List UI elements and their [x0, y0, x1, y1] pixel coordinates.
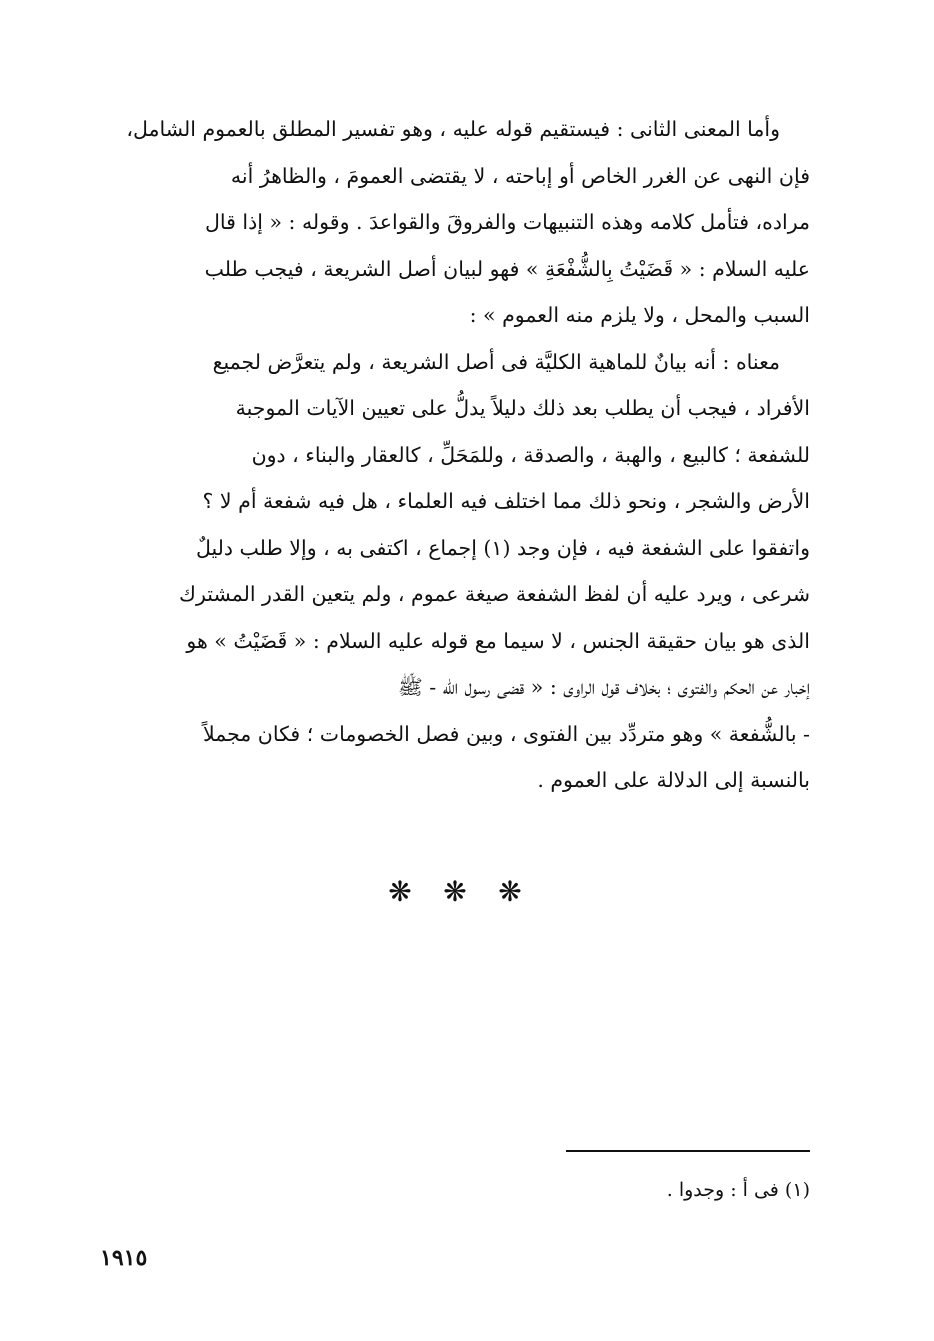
paragraph-line: وأما المعنى الثانى : فيستقيم قوله عليه ، وهو تفسير المطلق بالعموم الشامل، [126, 117, 780, 141]
page-number: ١٩١٥ [100, 1245, 148, 1271]
asterism-star-icon: ❋ [443, 875, 467, 908]
paragraph-line: بالنسبة إلى الدلالة على العموم . [537, 768, 810, 792]
paragraph-line: عليه السلام : « قَضَيْتُ بِالشُّفْعَةِ » فهو لبيان أصل الشريعة ، فيجب طلب [204, 256, 810, 281]
paragraph-line: شرعى ، ويرد عليه أن لفظ الشفعة صيغة عموم ، ولم يتعين القدر المشترك [179, 582, 810, 606]
paragraph-line: معناه : أنه بيانٌ للماهية الكليَّة فى أصل الشريعة ، ولم يتعرَّض لجميع [212, 349, 780, 374]
paragraph-line: للشفعة ؛ كالبيع ، والهبة ، والصدقة ، وللمَحَلِّ ، كالعقار والبناء ، دون [251, 442, 810, 467]
paragraph-line: فإن النهى عن الغرر الخاص أو إباحته ، لا يقتضى العمومَ ، والظاهرُ أنه [230, 163, 810, 188]
paragraph-line: واتفقوا على الشفعة فيه ، فإن وجد (١) إجماع ، اكتفى به ، وإلا طلب دليلٌ [195, 535, 810, 560]
paragraph-1 [100, 106, 810, 339]
paragraph-line: الذى هو بيان حقيقة الجنس ، لا سيما مع قوله عليه السلام : « قَضَيْتُ » هو [186, 628, 810, 653]
paragraph-line: إخبار عن الحكم والفتوى ؛ بخلاف قول الراوى : « قضى رسول الله - ﷺ [397, 675, 810, 699]
footnote: (١) فى أ : وجدوا . [666, 1179, 810, 1201]
paragraph-line: مراده، فتأمل كلامه وهذه التنبيهات والفروقَ والقواعدَ . وقوله : « إذا قال [204, 210, 810, 234]
paragraph-2 [100, 339, 810, 804]
footnote-divider [566, 1150, 810, 1152]
paragraph-line: الأفراد ، فيجب أن يطلب بعد ذلك دليلاً يدلُّ على تعيين الآيات الموجبة [235, 396, 810, 420]
paragraph-line: الأرض والشجر ، ونحو ذلك مما اختلف فيه العلماء ، هل فيه شفعة أم لا ؟ [202, 489, 810, 513]
body-text [100, 106, 810, 804]
asterism-star-icon: ❋ [498, 875, 522, 908]
paragraph-line: السبب والمحل ، ولا يلزم منه العموم » : [469, 303, 810, 327]
paragraph-line: - بالشُّفعة » وهو متردِّد بين الفتوى ، وبين فصل الخصومات ؛ فكان مجملاً [202, 721, 810, 746]
asterism-star-icon: ❋ [388, 875, 412, 908]
section-separator [380, 872, 530, 912]
